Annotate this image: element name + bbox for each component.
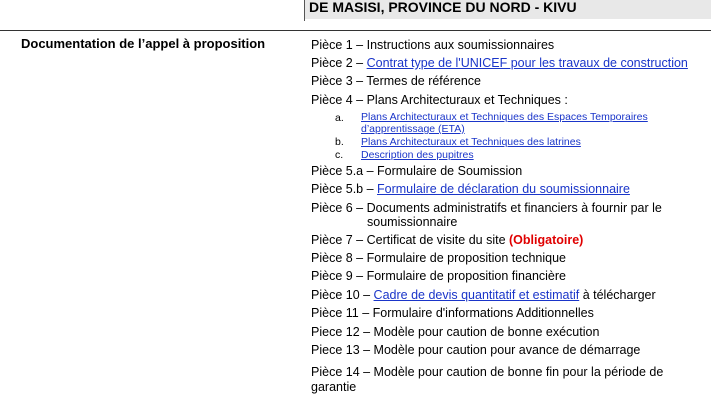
item-piece-10 xyxy=(311,288,656,303)
row-divider xyxy=(0,30,711,31)
item-piece-7 xyxy=(311,233,583,248)
mandatory-badge: (Obligatoire) xyxy=(509,233,584,247)
sub-letter-a: a. xyxy=(335,112,344,124)
item-piece-14-line2: garantie xyxy=(311,380,357,394)
item-piece-5b xyxy=(311,182,630,197)
item-piece-1: Pièce 1 – Instructions aux soumissionnaires xyxy=(311,38,555,52)
item-piece-5a: Pièce 5.a – Formulaire de Soumission xyxy=(311,164,523,178)
contract-link[interactable]: Contrat type de l'UNICEF pour les travaux de construction xyxy=(366,56,688,70)
sub-letter-c: c. xyxy=(335,149,344,161)
item-piece-9: Pièce 9 – Formulaire de proposition financière xyxy=(311,269,566,283)
plans-eta-link-line2[interactable]: d’apprentissage (ETA) xyxy=(361,123,465,135)
item-piece-11: Pièce 11 – Formulaire d'informations Additionnelles xyxy=(311,306,594,320)
item-piece-13: Piece 13 – Modèle pour caution pour avance de démarrage xyxy=(311,343,641,357)
quantity-estimate-link[interactable]: Cadre de devis quantitatif et estimatif xyxy=(373,288,580,302)
desks-description-link[interactable]: Description des pupitres xyxy=(361,149,474,161)
declaration-form-link[interactable]: Formulaire de déclaration du soumissionnaire xyxy=(377,182,630,196)
item-piece-8: Pièce 8 – Formulaire de proposition technique xyxy=(311,251,567,265)
column-divider xyxy=(304,0,305,21)
page-title: DE MASISI, PROVINCE DU NORD - KIVU xyxy=(309,0,577,15)
item-piece-4: Pièce 4 – Plans Architecturaux et Techniques : xyxy=(311,93,568,107)
item-piece-2-prefix: Pièce 2 – xyxy=(311,56,367,70)
item-piece-3: Pièce 3 – Termes de référence xyxy=(311,74,482,88)
section-label: Documentation de l’appel à proposition xyxy=(21,36,266,51)
item-piece-14: Pièce 14 – Modèle pour caution de bonne fin pour la période de xyxy=(311,365,664,379)
sub-letter-b: b. xyxy=(335,136,344,148)
item-piece-7-text: Pièce 7 – Certificat de visite du site xyxy=(311,233,510,247)
item-piece-10-prefix: Pièce 10 – xyxy=(311,288,374,302)
item-piece-2 xyxy=(311,56,688,71)
plans-eta-link[interactable]: Plans Architecturaux et Techniques des Espaces Temporaires xyxy=(361,111,648,123)
plans-latrines-link[interactable]: Plans Architecturaux et Techniques des latrines xyxy=(361,136,581,148)
item-piece-5b-prefix: Pièce 5.b – xyxy=(311,182,378,196)
item-piece-12: Piece 12 – Modèle pour caution de bonne exécution xyxy=(311,325,600,339)
item-piece-6: Pièce 6 – Documents administratifs et financiers à fournir par le xyxy=(311,201,662,215)
item-piece-6-line2: soumissionnaire xyxy=(367,215,458,229)
item-piece-10-suffix: à télécharger xyxy=(579,288,656,302)
